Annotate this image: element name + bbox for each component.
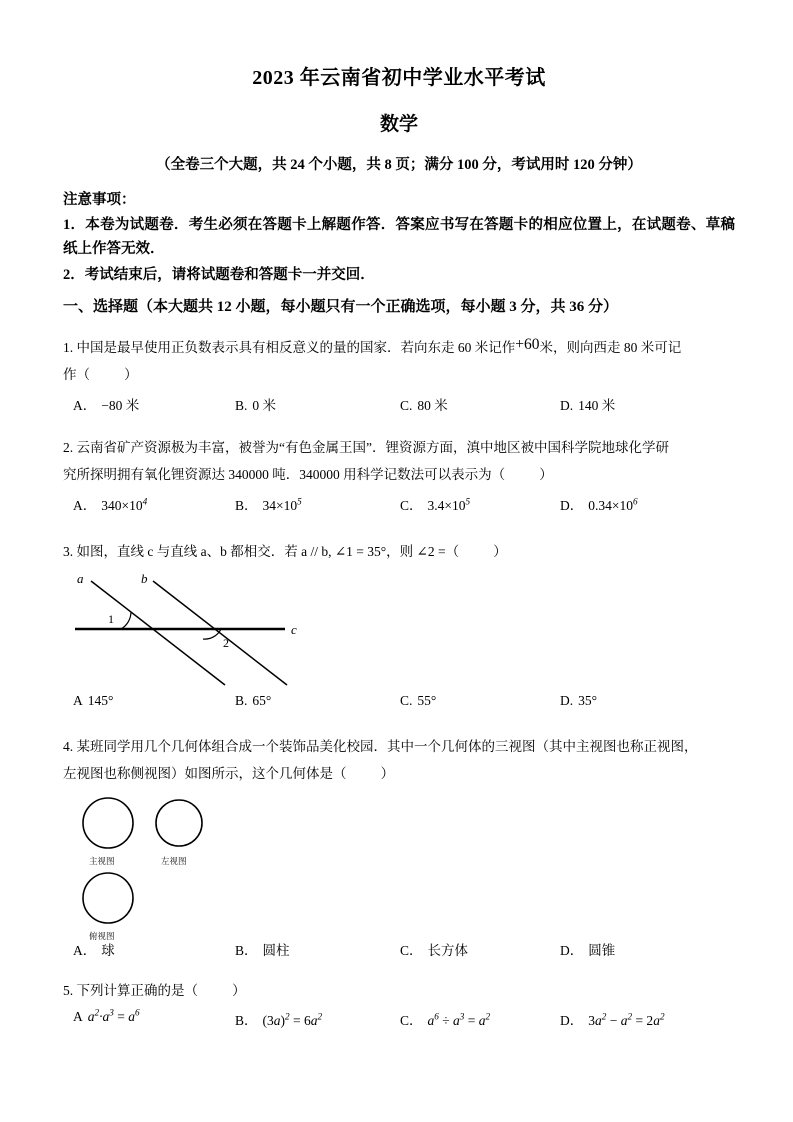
question-3-figure bbox=[63, 567, 735, 687]
question-4-option-d[interactable] bbox=[560, 939, 615, 959]
question-3-option-b-label: B. bbox=[235, 692, 248, 708]
question-1-number: 1. bbox=[63, 339, 74, 355]
question-3-blank-close: ） bbox=[493, 543, 507, 559]
question-2-option-a[interactable] bbox=[73, 494, 147, 514]
front-view-circle bbox=[83, 798, 133, 848]
line-a-label: a bbox=[77, 570, 84, 586]
question-2-options bbox=[63, 494, 735, 528]
question-5-option-b-expr: $(3a)^2 = 6a^2$ bbox=[262, 1011, 323, 1028]
question-4-stem-text1: 某班同学用几个几何体组合成一个装饰品美化校园．其中一个几何体的三视图（其中主视图也称正视图， bbox=[76, 738, 698, 754]
exam-title: 2023 年云南省初中学业水平考试 bbox=[252, 67, 546, 89]
question-5-option-a-expr: $a^2\cdot a^3 = a^6$ bbox=[87, 1007, 140, 1024]
question-5-option-c-expr: $a^6 \div a^3 = a^2$ bbox=[427, 1011, 491, 1028]
angle-1-label: 1 bbox=[108, 611, 114, 626]
question-1-option-a-label: A． bbox=[73, 397, 97, 413]
question-4-option-c-text: 长方体 bbox=[427, 942, 469, 958]
question-4-option-a-label: A． bbox=[73, 942, 97, 958]
question-2-option-c-times: ×10 bbox=[444, 497, 466, 513]
question-3-stem bbox=[63, 538, 735, 565]
question-1-stem bbox=[63, 329, 735, 361]
question-2-option-c-mantissa: 3.4 bbox=[427, 497, 445, 513]
question-4 bbox=[63, 733, 735, 787]
question-3-number: 3. bbox=[63, 543, 74, 559]
question-2-stem-text1: 云南省矿产资源极为丰富，被誉为“有色金属王国”．锂资源方面，滇中地区被中国科学院地球化学研 bbox=[76, 439, 669, 455]
line-b bbox=[153, 581, 287, 685]
line-c-label: c bbox=[291, 621, 297, 637]
question-1-option-a-text: −80 米 bbox=[101, 397, 140, 413]
question-2-option-d[interactable] bbox=[560, 494, 638, 514]
question-2-stem-line2 bbox=[63, 461, 735, 488]
question-4-figure bbox=[63, 793, 735, 941]
question-1-stem-part1: 中国是最早使用正负数表示具有相反意义的量的国家．若向东走 60 米记作 bbox=[76, 339, 516, 355]
question-4-option-c[interactable] bbox=[400, 939, 468, 959]
question-2-option-c-label: C． bbox=[400, 497, 423, 513]
question-2-option-a-exponent: 4 bbox=[142, 496, 148, 507]
page-content bbox=[63, 0, 735, 1043]
question-1-stem-part2: 米，则向西走 80 米可记 bbox=[539, 339, 682, 355]
question-5-stem bbox=[63, 979, 735, 1003]
notice-heading: 注意事项： bbox=[63, 192, 136, 209]
question-3-option-c-label: C. bbox=[400, 692, 413, 708]
question-2-option-a-times: ×10 bbox=[121, 497, 143, 513]
question-5-option-d[interactable] bbox=[560, 1009, 665, 1029]
question-2-number: 2. bbox=[63, 439, 74, 455]
question-1 bbox=[63, 329, 735, 388]
question-2-option-b-exponent: 5 bbox=[297, 496, 302, 507]
question-5-option-c[interactable] bbox=[400, 1009, 490, 1029]
question-1-option-c-text: 80 米 bbox=[417, 397, 448, 413]
question-4-option-b[interactable] bbox=[235, 939, 290, 959]
question-5-option-a[interactable] bbox=[73, 1009, 140, 1025]
line-a bbox=[91, 581, 225, 685]
question-5 bbox=[63, 979, 735, 1003]
question-1-option-d[interactable] bbox=[560, 394, 615, 414]
question-2-option-c-exponent: 5 bbox=[465, 496, 471, 507]
question-2-option-c[interactable] bbox=[400, 494, 470, 514]
question-4-blank-close: ） bbox=[380, 765, 395, 781]
subject-title: 数学 bbox=[379, 114, 418, 135]
question-4-number: 4. bbox=[63, 738, 74, 754]
question-5-option-a-label: A bbox=[73, 1008, 83, 1024]
top-view-circle bbox=[83, 873, 133, 923]
parallel-lines-diagram bbox=[63, 567, 343, 687]
question-5-option-d-label: D． bbox=[560, 1012, 584, 1028]
question-2-option-b[interactable] bbox=[235, 494, 302, 514]
angle-1-arc bbox=[121, 612, 131, 629]
question-4-option-c-label: C． bbox=[400, 942, 423, 958]
question-4-stem-line1 bbox=[63, 733, 735, 760]
question-1-options bbox=[63, 394, 735, 424]
question-2-option-d-label: D． bbox=[560, 497, 584, 513]
question-2-option-b-label: B． bbox=[235, 497, 258, 513]
question-4-options bbox=[63, 939, 735, 969]
question-5-option-b-label: B． bbox=[235, 1012, 258, 1028]
section-heading-choice: 一、选择题（本大题共 12 小题，每小题只有一个正确选项，每小题 3 分，共 36 分） bbox=[63, 298, 619, 315]
question-1-option-d-label: D. bbox=[560, 397, 574, 413]
question-1-option-d-text: 140 米 bbox=[578, 397, 616, 413]
question-3-option-c[interactable] bbox=[400, 693, 436, 709]
question-4-stem-text2: 左视图也称侧视图）如图所示，这个几何体是（ bbox=[63, 765, 347, 781]
question-1-stem-line2 bbox=[63, 361, 735, 388]
question-3-option-a-text: 145° bbox=[87, 692, 114, 708]
question-1-option-b-text: 0 米 bbox=[252, 397, 277, 413]
question-3-option-c-text: 55° bbox=[417, 692, 437, 708]
question-5-option-c-label: C． bbox=[400, 1012, 423, 1028]
top-view-label: 俯视图 bbox=[89, 930, 115, 941]
question-4-stem-line2 bbox=[63, 760, 735, 787]
question-2-option-d-mantissa: 0.34 bbox=[588, 497, 612, 513]
question-3-stem-text: 如图，直线 c 与直线 a、b 都相交．若 a // b, ∠1 = 35°，则 ∠2 =（ bbox=[76, 543, 460, 559]
question-3-option-d[interactable] bbox=[560, 693, 597, 709]
question-4-option-b-text: 圆柱 bbox=[262, 942, 290, 958]
notice-item-1: 1．本卷为试题卷．考生必须在答题卡上解题作答．答案应书写在答题卡的相应位置上，在试题卷、草稿纸上作答无效． bbox=[63, 217, 735, 257]
question-1-option-b-label: B. bbox=[235, 397, 248, 413]
question-3-option-a[interactable] bbox=[73, 693, 113, 709]
question-1-raised-value: +60 bbox=[515, 335, 540, 353]
exam-meta: （全卷三个大题，共 24 个小题，共 8 页；满分 100 分，考试用时 120 分钟） bbox=[156, 156, 642, 173]
left-view-circle bbox=[156, 800, 202, 846]
question-2-option-b-times: ×10 bbox=[276, 497, 298, 513]
question-5-number: 5. bbox=[63, 982, 74, 998]
angle-2-arc bbox=[203, 629, 221, 639]
question-1-option-c-label: C. bbox=[400, 397, 413, 413]
question-2-stem-line1 bbox=[63, 434, 735, 461]
question-3-option-d-label: D. bbox=[560, 692, 574, 708]
question-3-option-a-label: A bbox=[73, 692, 83, 708]
left-view-label: 左视图 bbox=[161, 855, 187, 866]
question-3 bbox=[63, 538, 735, 565]
angle-2-label: 2 bbox=[223, 635, 229, 650]
question-4-option-a[interactable] bbox=[73, 939, 115, 959]
question-1-option-a[interactable] bbox=[73, 394, 139, 414]
question-2-option-d-times: ×10 bbox=[611, 497, 633, 513]
question-2-blank-close: ） bbox=[539, 466, 553, 482]
question-5-stem-text: 下列计算正确的是（ bbox=[76, 982, 198, 998]
question-5-option-d-expr: $3a^2 - a^2 = 2a^2$ bbox=[588, 1011, 665, 1028]
question-2-option-d-exponent: 6 bbox=[633, 496, 638, 507]
question-1-blank-close: ） bbox=[124, 366, 138, 382]
question-2-stem-text2: 究所探明拥有氧化锂资源达 340000 吨．340000 用科学记数法可以表示为（ bbox=[63, 466, 506, 482]
question-2-option-b-mantissa: 34 bbox=[262, 497, 277, 513]
question-2-option-a-label: A． bbox=[73, 497, 97, 513]
question-3-options bbox=[63, 693, 735, 723]
question-2 bbox=[63, 434, 735, 488]
question-1-option-c[interactable] bbox=[400, 394, 448, 414]
question-4-option-d-text: 圆锥 bbox=[588, 942, 616, 958]
question-4-option-d-label: D． bbox=[560, 942, 584, 958]
question-4-option-a-text: 球 bbox=[101, 942, 115, 958]
question-2-option-a-mantissa: 340 bbox=[101, 497, 122, 513]
line-b-label: b bbox=[141, 570, 148, 586]
question-5-blank-close: ） bbox=[232, 982, 246, 998]
question-1-option-b[interactable] bbox=[235, 394, 276, 414]
question-5-option-b[interactable] bbox=[235, 1009, 322, 1029]
question-3-option-b-text: 65° bbox=[252, 692, 272, 708]
front-view-label: 主视图 bbox=[89, 855, 115, 866]
notice-item-2: 2．考试结束后，请将试题卷和答题卡一并交回． bbox=[63, 267, 375, 284]
question-5-options bbox=[63, 1009, 735, 1043]
question-4-option-b-label: B． bbox=[235, 942, 258, 958]
question-3-option-d-text: 35° bbox=[578, 692, 598, 708]
question-1-blank-open: 作（ bbox=[63, 366, 90, 382]
question-3-option-b[interactable] bbox=[235, 693, 271, 709]
